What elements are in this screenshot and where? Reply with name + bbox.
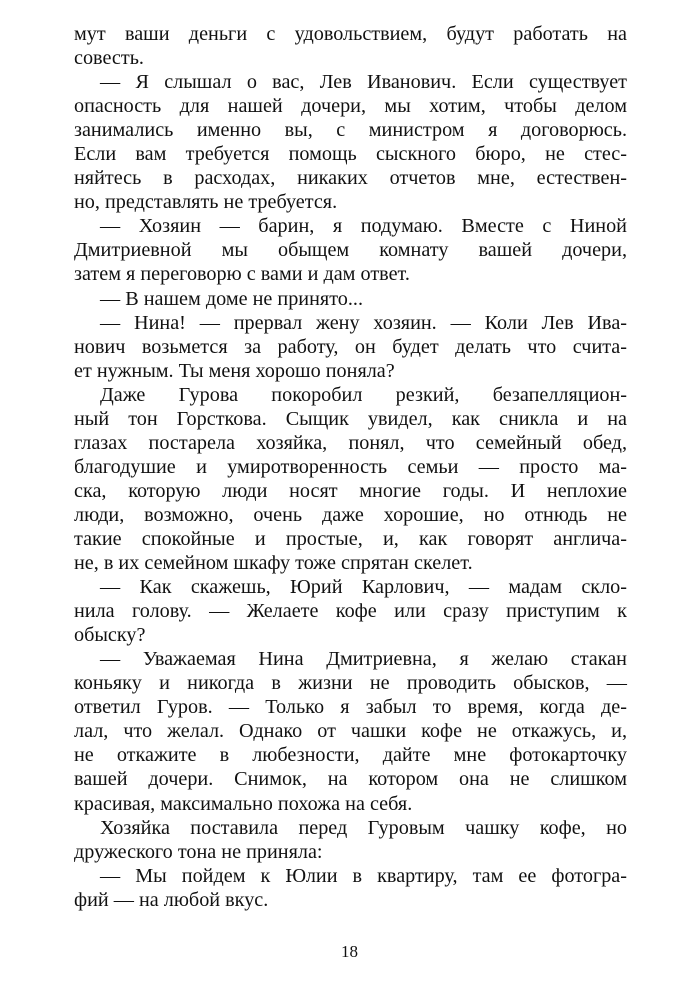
text-line: но, представлять не требуется. — [74, 191, 338, 214]
text-line: — Нина! — прервал жену хозяин. — Коли Лев Ива- — [100, 311, 627, 334]
paragraph — [74, 864, 627, 912]
paragraph — [74, 816, 627, 864]
page-number: 18 — [341, 942, 358, 961]
text-line: няйтесь в расходах, никаких отчетов мне, естествен- — [74, 167, 627, 190]
text-line: Дмитриевной мы обыщем комнату вашей дочери, — [74, 239, 627, 262]
text-line: красивая, максимально похожа на себя. — [74, 792, 413, 815]
text-line: коньяку и никогда в жизни не проводить обысков, — — [74, 672, 627, 695]
text-line: затем я переговорю с вами и дам ответ. — [74, 263, 410, 286]
text-line: — Мы пойдем к Юлии в квартиру, там ее фотогра- — [100, 864, 627, 887]
text-line: не откажите в любезности, дайте мне фотокарточку — [74, 744, 627, 767]
text-line: нович возьмется за работу, он будет делать что счита- — [74, 335, 627, 358]
text-line: ет нужным. Ты меня хорошо поняла? — [74, 359, 395, 382]
text-line: лал, что желал. Однако от чашки кофе не откажусь, и, — [74, 720, 627, 743]
paragraph — [74, 647, 627, 815]
text-line: — В нашем доме не принято... — [100, 287, 363, 310]
text-line: не, в их семейном шкафу тоже спрятан скелет. — [74, 552, 473, 575]
paragraph — [74, 22, 627, 70]
text-line: ответил Гуров. — Только я забыл то время, когда де- — [74, 696, 627, 719]
text-line: дружеского тона не приняла: — [74, 840, 323, 863]
text-line: ска, которую люди носят многие годы. И неплохие — [74, 479, 627, 502]
text-line: нила голову. — Желаете кофе или сразу приступим к — [74, 600, 627, 623]
text-line: мут ваши деньги с удовольствием, будут работать на — [74, 23, 627, 45]
text-line: обыску? — [74, 624, 146, 647]
text-line: Если вам требуется помощь сыскного бюро, не стес- — [74, 143, 627, 166]
text-line: — Как скажешь, Юрий Карлович, — мадам скло- — [100, 576, 627, 599]
text-line: опасность для нашей дочери, мы хотим, чтобы делом — [74, 95, 627, 118]
text-line: вашей дочери. Снимок, на котором она не слишком — [74, 768, 627, 791]
page-body — [74, 22, 627, 912]
text-line: — Я слышал о вас, Лев Иванович. Если существует — [100, 71, 627, 94]
text-line: Хозяйка поставила перед Гуровым чашку кофе, но — [100, 816, 627, 839]
text-line: занимались именно вы, с министром я договорюсь. — [74, 119, 627, 142]
paragraph — [74, 311, 627, 383]
text-line: — Уважаемая Нина Дмитриевна, я желаю стакан — [100, 648, 627, 671]
text-line: совесть. — [74, 47, 144, 70]
text-line: ный тон Горсткова. Сыщик увидел, как сникла и на — [74, 407, 627, 430]
text-line: Даже Гурова покоробил резкий, безапелляцион- — [100, 383, 627, 406]
paragraph — [74, 575, 627, 647]
text-line: фий — на любой вкус. — [74, 888, 269, 911]
paragraph — [74, 383, 627, 575]
text-line: такие спокойные и простые, и, как говорят англича- — [74, 527, 627, 550]
text-line: — Хозяин — барин, я подумаю. Вместе с Ниной — [100, 215, 627, 238]
paragraph — [74, 287, 627, 311]
text-line: благодушие и умиротворенность семьи — просто ма- — [74, 455, 627, 478]
paragraph — [74, 214, 627, 286]
text-line: люди, возможно, очень даже хорошие, но отнюдь не — [74, 503, 627, 526]
text-line: глазах постарела хозяйка, понял, что семейный обед, — [74, 431, 627, 454]
paragraph — [74, 70, 627, 214]
